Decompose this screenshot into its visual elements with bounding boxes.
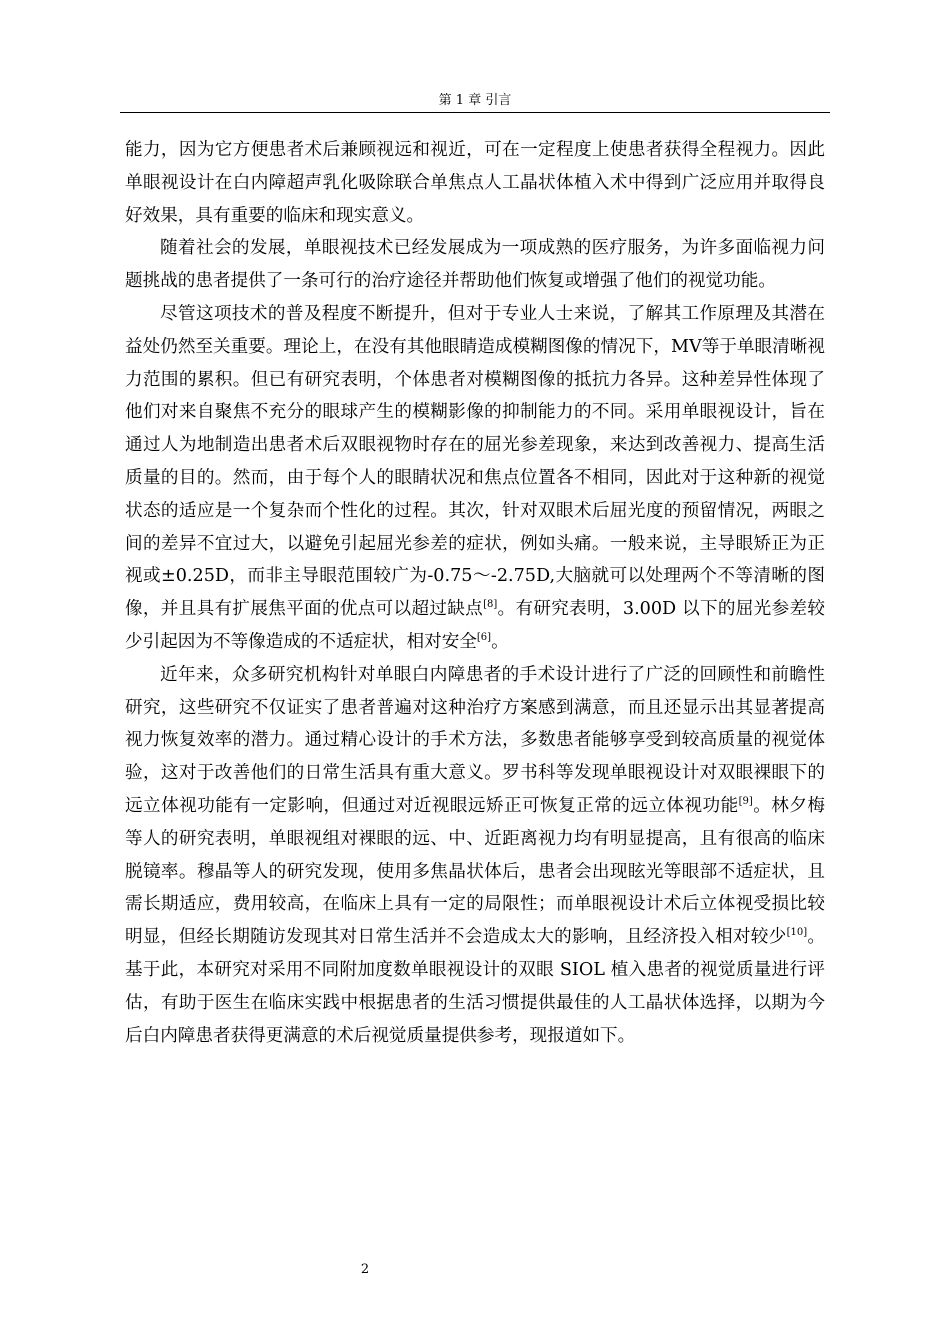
paragraph-text: 。有研究表明，3.00D 以下的屈光参差较少引起因为不等像造成的不适症状，相对安全 bbox=[125, 599, 825, 652]
citation-marker: [8] bbox=[483, 599, 498, 611]
paragraph-text: 尽管这项技术的普及程度不断提升，但对于专业人士来说，了解其工作原理及其潜在益处仍然至关重要。理论上，在没有其他眼睛造成模糊图像的情况下，MV等于单眼清晰视力范围的累积。但已有研究表明，个体患者对模糊图像的抵抗力各异。这种差异性体现了他们对来自聚焦不充分的眼球产生的模糊影像的抑制能力的不同。采用单眼视设计，旨在通过人为地制造出患者术后双眼视物时存在的屈光参差现象，来达到改善视力、提高生活质量的目的。然而，由于每个人的眼睛状况和焦点位置各不相同，因此对于这种新的视觉状态的适应是一个复杂而个性化的过程。其次，针对双眼术后屈光度的预留情况，两眼之间的差异不宜过大，以避免引起屈光参差的症状，例如头痛。一般来说，主导眼矫正为正视或±0.25D，而非主导眼范围较广为-0.75～-2.75D,大脑就可以处理两个不等清晰的图像，并且具有扩展焦平面的优点可以超过缺点 bbox=[125, 303, 825, 620]
body-paragraph bbox=[125, 134, 825, 232]
citation-marker: [10] bbox=[786, 927, 808, 939]
chapter-title: 第 1 章 引言 bbox=[438, 93, 512, 108]
body-paragraph bbox=[125, 298, 825, 659]
page-footer bbox=[0, 1262, 730, 1278]
page-number: 2 bbox=[360, 1262, 370, 1277]
paragraph-text: 。 bbox=[491, 631, 509, 652]
body-paragraph bbox=[125, 659, 825, 1053]
running-header bbox=[120, 92, 830, 110]
citation-marker: [9] bbox=[738, 795, 753, 807]
main-body-text bbox=[125, 134, 825, 1052]
paragraph-text: 。基于此，本研究对采用不同附加度数单眼视设计的双眼 SIOL 植入患者的视觉质量进行评估，有助于医生在临床实践中根据患者的生活习惯提供最佳的人工晶状体选择，以期为今后白内障患者获得更满意的术后视觉质量提供参考，现报道如下。 bbox=[125, 927, 825, 1046]
citation-marker: [6] bbox=[476, 631, 492, 643]
paragraph-text: 近年来，众多研究机构针对单眼白内障患者的手术设计进行了广泛的回顾性和前瞻性研究，这些研究不仅证实了患者普遍对这种治疗方案感到满意，而且还显示出其显著提高视力恢复效率的潜力。通过精心设计的手术方法，多数患者能够享受到较高质量的视觉体验，这对于改善他们的日常生活具有重大意义。罗书科等发现单眼视设计对双眼裸眼下的远立体视功能有一定影响，但通过对近视眼远矫正可恢复正常的远立体视功能 bbox=[125, 664, 825, 816]
header-divider bbox=[120, 112, 830, 113]
body-paragraph bbox=[125, 232, 825, 298]
paragraph-text: 能力，因为它方便患者术后兼顾视远和视近，可在一定程度上使患者获得全程视力。因此单眼视设计在白内障超声乳化吸除联合单焦点人工晶状体植入术中得到广泛应用并取得良好效果，具有重要的临床和现实意义。 bbox=[125, 140, 825, 226]
paragraph-text: 。林夕梅等人的研究表明，单眼视组对裸眼的远、中、近距离视力均有明显提高，且有很高的临床脱镜率。穆晶等人的研究发现，使用多焦晶状体后，患者会出现眩光等眼部不适症状，且需长期适应，费用较高，在临床上具有一定的局限性；而单眼视设计术后立体视受损比较明显，但经长期随访发现其对日常生活并不会造成太大的影响，且经济投入相对较少 bbox=[125, 795, 825, 948]
paragraph-text: 随着社会的发展，单眼视技术已经发展成为一项成熟的医疗服务，为许多面临视力问题挑战的患者提供了一条可行的治疗途径并帮助他们恢复或增强了他们的视觉功能。 bbox=[125, 238, 825, 292]
